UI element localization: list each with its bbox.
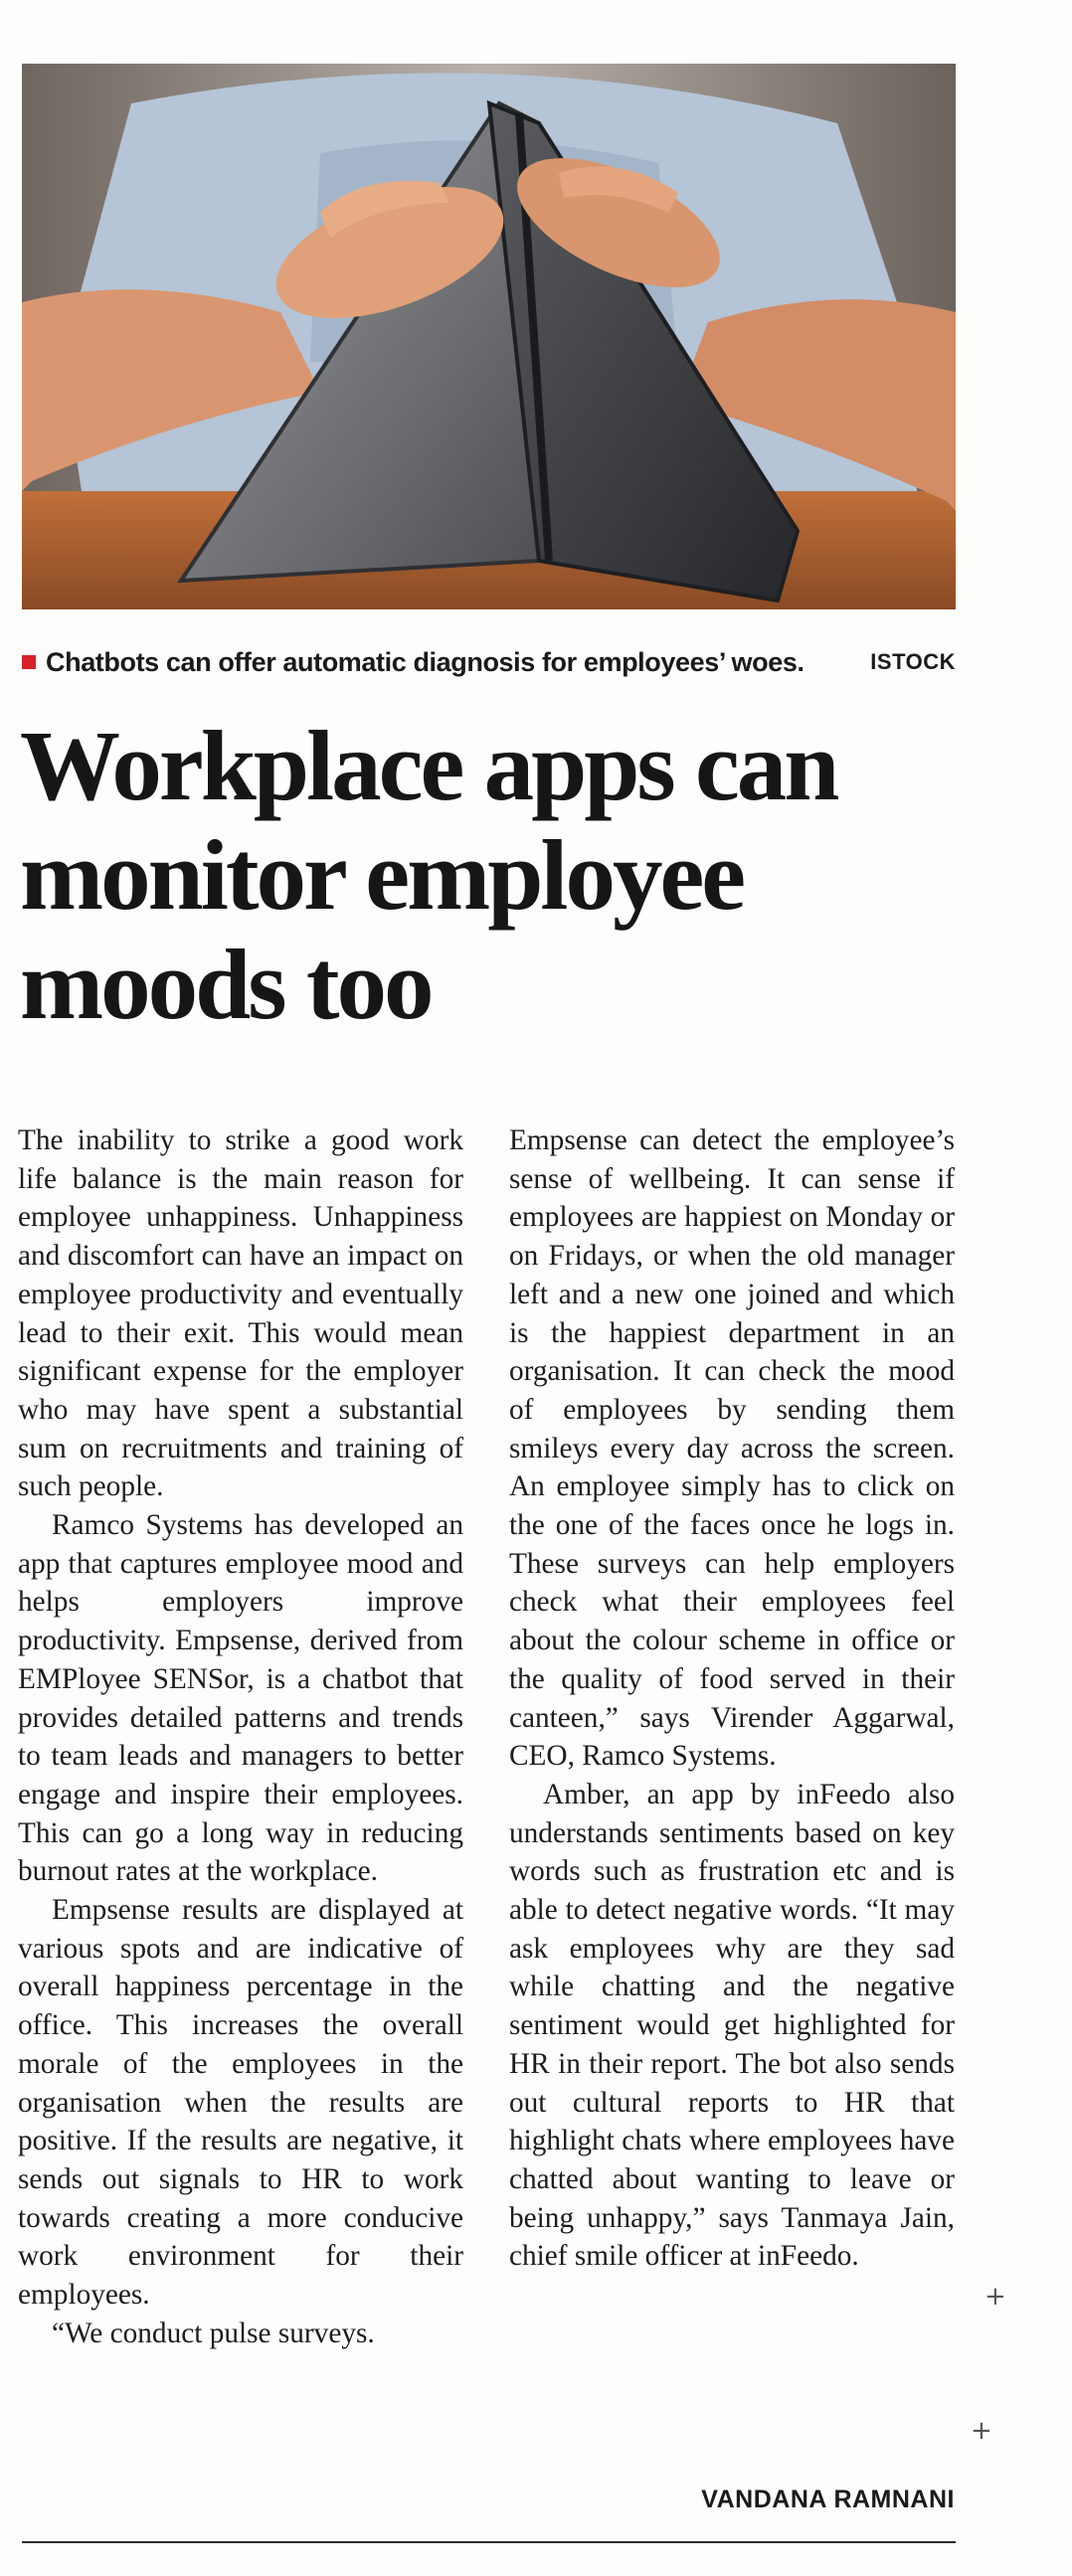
- paragraph: The inability to strike a good work life balance is the main reason for employee unhappiness. Unhappiness and discomfort can have an impact on employee productivity and eventually lead to their exit. This would mean significant expense for the employer who may have spent a substantial sum on recruitments and training of such people.: [18, 1124, 463, 1503]
- headline-line-2: monitor employee: [20, 819, 744, 931]
- paragraph: “We conduct pulse surveys.: [52, 2317, 375, 2349]
- headline-line-1: Workplace apps can: [20, 710, 837, 821]
- headline: [20, 711, 975, 1039]
- laptop-photo: [22, 64, 956, 609]
- article-photo: [22, 64, 956, 609]
- paragraph: Empsense results are displayed at various spots and are indicative of overall happiness percentage in the office. This increases the overall morale of the employees in the organisation when the results are positive. If the results are negative, it sends out signals to HR to work towards creating a more conducive work environment for their employees.: [18, 1894, 463, 2312]
- paragraph: Ramco Systems has developed an app that captures employee mood and helps employers improve productivity. Empsense, derived from EMPloyee SENSor, is a chatbot that provides detailed patterns and trends to team leads and managers to better engage and inspire their employees. This can go a long way in reducing burnout rates at the workplace.: [18, 1509, 463, 1888]
- byline: VANDANA RAMNANI: [701, 2486, 955, 2513]
- headline-line-3: moods too: [20, 929, 432, 1040]
- registration-mark-icon: +: [984, 2282, 1006, 2312]
- article-column-left: [18, 1121, 463, 2353]
- caption-bullet-icon: [22, 655, 36, 669]
- registration-mark-icon: +: [971, 2416, 992, 2446]
- article-column-right: [509, 1121, 955, 2276]
- paragraph: Empsense can detect the employee’s sense of wellbeing. It can sense if employees are happiest on Monday or on Fridays, or when the old manager left and a new one joined and which is the happiest department in an organisation. It can check the mood of employees by sending them smileys every day across the screen. An employee simply has to click on the one of the faces once he logs in. These surveys can help employers check what their employees feel about the colour scheme in office or the quality of food served in their canteen,” says Virender Aggarwal, CEO, Ramco Systems.: [509, 1124, 955, 1773]
- photo-credit: ISTOCK: [870, 649, 956, 674]
- caption-text: Chatbots can offer automatic diagnosis for employees’ woes.: [46, 646, 804, 677]
- photo-caption: [22, 641, 956, 683]
- paragraph: Amber, an app by inFeedo also understands sentiments based on key words such as frustration etc and is able to detect negative words. “It may ask employees why are they sad while chatting and the negative sentiment would get highlighted for HR in their report. The bot also sends out cultural reports to HR that highlight chats where employees have chatted about wanting to leave or being unhappy,” says Tanmaya Jain, chief smile officer at inFeedo.: [509, 1778, 955, 2273]
- bottom-rule: [22, 2541, 956, 2543]
